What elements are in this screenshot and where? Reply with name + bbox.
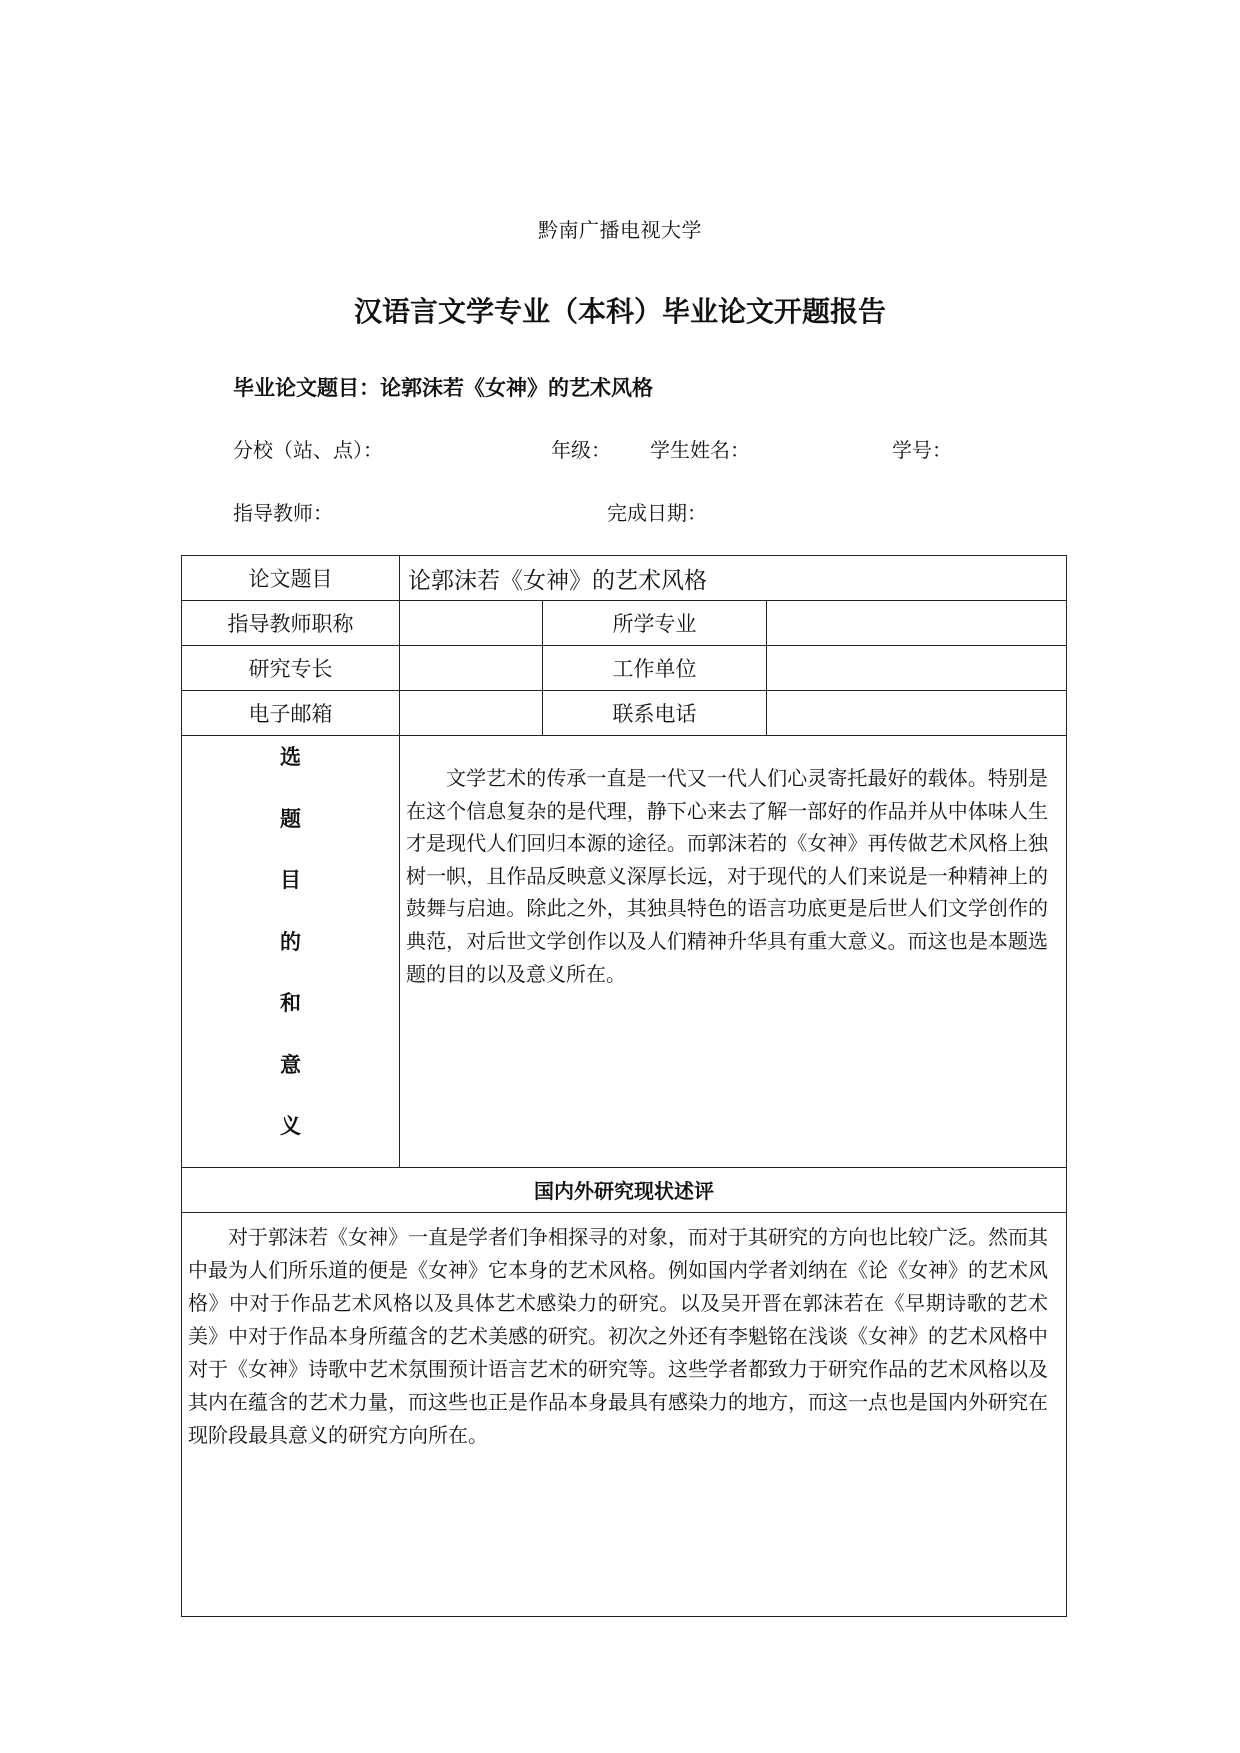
thesis-topic-value: 论郭沫若《女神》的艺术风格 <box>380 376 653 400</box>
grade-label: 年级： <box>551 438 611 462</box>
phone-value[interactable] <box>767 691 1067 736</box>
university-name: 黔南广播电视大学 <box>538 218 702 242</box>
major-label: 所学专业 <box>543 601 767 646</box>
review-heading: 国内外研究现状述评 <box>182 1167 1067 1212</box>
topic-cell-value: 论郭沫若《女神》的艺术风格 <box>400 556 1067 601</box>
branch-label: 分校（站、点）： <box>233 438 383 462</box>
student-name-label: 学生姓名： <box>650 438 750 462</box>
purpose-content <box>400 736 1067 1168</box>
student-id-label: 学号： <box>892 438 952 462</box>
email-value[interactable] <box>400 691 543 736</box>
purpose-label <box>182 736 400 1168</box>
research-specialty-label: 研究专长 <box>182 646 400 691</box>
work-unit-label: 工作单位 <box>543 646 767 691</box>
proposal-table <box>181 555 1067 1617</box>
work-unit-value[interactable] <box>767 646 1067 691</box>
thesis-topic-label: 毕业论文题目： <box>233 376 380 400</box>
research-specialty-value[interactable] <box>400 646 543 691</box>
phone-label: 联系电话 <box>543 691 767 736</box>
purpose-label-char: 目 <box>280 868 301 892</box>
advisor-title-value[interactable] <box>400 601 543 646</box>
purpose-paragraph: 文学艺术的传承一直是一代又一代人们心灵寄托最好的载体。特别是在这个信息复杂的是代理，静下心来去了解一部好的作品并从中体味人生才是现代人们回归本源的途径。而郭沫若的《女神》再传做艺术风格上独树一帜，且作品反映意义深厚长远，对于现代的人们来说是一种精神上的鼓舞与启迪。除此之外，其独具特色的语言功底更是后世人们文学创作的典范，对后世文学创作以及人们精神升华具有重大意义。而这也是本题选题的目的以及意义所在。 <box>406 766 1049 986</box>
completion-date-label: 完成日期： <box>607 501 707 525</box>
purpose-label-char: 义 <box>280 1114 301 1138</box>
purpose-label-char: 的 <box>280 929 301 954</box>
purpose-label-char: 和 <box>280 991 301 1015</box>
review-content <box>182 1212 1067 1616</box>
purpose-label-char: 题 <box>280 806 301 831</box>
report-title: 汉语言文学专业（本科）毕业论文开题报告 <box>353 295 886 328</box>
topic-cell-label: 论文题目 <box>182 556 400 601</box>
advisor-label: 指导教师： <box>233 501 333 525</box>
email-label: 电子邮箱 <box>182 691 400 736</box>
advisor-title-label: 指导教师职称 <box>182 601 400 646</box>
thesis-topic-line <box>233 372 653 402</box>
review-paragraph: 对于郭沫若《女神》一直是学者们争相探寻的对象，而对于其研究的方向也比较广泛。然而其中最为人们所乐道的便是《女神》它本身的艺术风格。例如国内学者刘纳在《论《女神》的艺术风格》中对于作品艺术风格以及具体艺术感染力的研究。以及吴开晋在郭沫若在《早期诗歌的艺术美》中对于作品本身所蕴含的艺术美感的研究。初次之外还有李魁铭在浅谈《女神》的艺术风格中对于《女神》诗歌中艺术氛围预计语言艺术的研究等。这些学者都致力于研究作品的艺术风格以及其内在蕴含的艺术力量，而这些也正是作品本身最具有感染力的地方，而这一点也是国内外研究在现阶段最具意义的研究方向所在。 <box>188 1224 1049 1447</box>
purpose-label-char: 选 <box>280 745 301 769</box>
major-value[interactable] <box>767 601 1067 646</box>
purpose-label-char: 意 <box>280 1052 301 1077</box>
